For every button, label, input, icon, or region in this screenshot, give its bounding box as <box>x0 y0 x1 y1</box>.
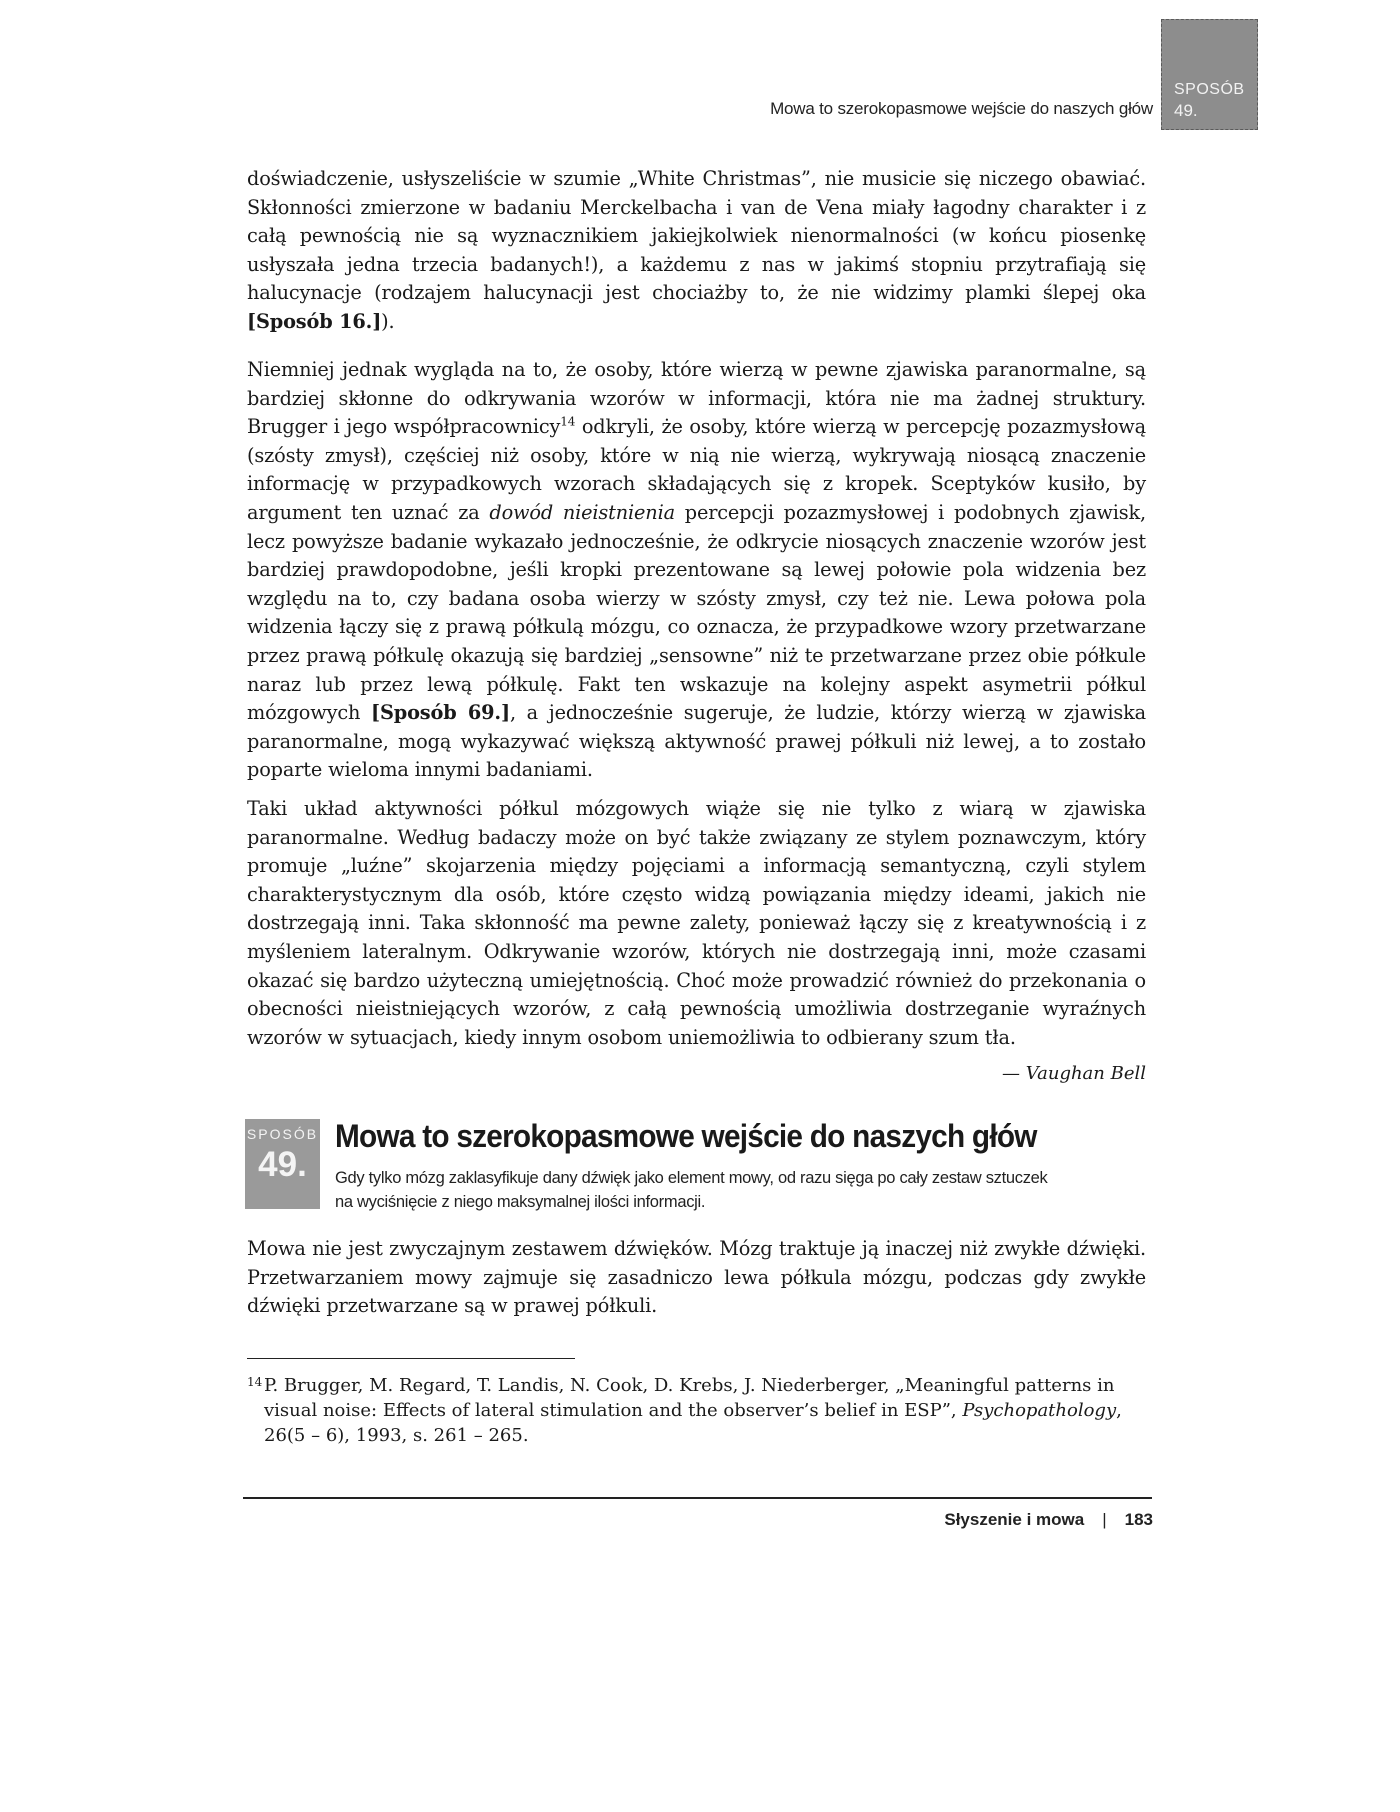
paragraph-2 <box>247 356 1146 785</box>
footnote-marker[interactable]: 14 <box>560 414 576 429</box>
hack-title: Mowa to szerokopasmowe wejście do naszych głów <box>335 1118 1037 1154</box>
footnote-text-b: , 26(5 – 6), 1993, s. 261 – 265. <box>264 1400 1122 1446</box>
cross-reference-link[interactable]: [Sposób 69.] <box>371 701 510 725</box>
running-header: Mowa to szerokopasmowe wejście do naszych głów <box>770 99 1153 118</box>
footnote-text <box>264 1373 1134 1448</box>
hack-subtitle-line: na wyciśnięcie z niego maksymalnej ilości informacji. <box>335 1193 706 1211</box>
hack-subtitle-line: Gdy tylko mózg zaklasyfikuje dany dźwięk jako element mowy, od razu sięga po cały zestaw sztuczek <box>335 1169 1048 1187</box>
footnote-divider <box>247 1358 575 1359</box>
section-tab <box>1161 19 1258 130</box>
paragraph-2-text-d: , a jednocześnie sugeruje, że ludzie, którzy wierzą w zjawiska paranormalne, mogą wykazywać większą aktywność prawej półkuli niż lewej, a to zostało poparte wieloma innymi badaniami. <box>247 701 1147 782</box>
paragraph-1-text: doświadczenie, usłyszeliście w szumie „White Christmas”, nie musicie się niczego obawiać. Skłonności zmierzone w badaniu Merckelbacha i van de Vena miały łagodny charakter i z całą pewnością nie są wyznacznikiem jakiejkolwiek nienormalności (w końcu piosenkę usłyszała jedna trzecia badanych!), a każdemu z nas w jakimś stopniu przytrafiają się halucynacje (rodzajem halucynacji jest chociażby to, że nie widzimy plamki ślepej oka <box>247 167 1146 305</box>
paragraph-1 <box>247 165 1146 337</box>
cross-reference-link[interactable]: [Sposób 16.] <box>247 309 382 333</box>
paragraph-2-text-a: Niemniej jednak wygląda na to, że osoby, które wierzą w pewne zjawiska paranormalne, są bardziej skłonne do odkrywania wzorów w informacji, która nie ma żadnej struktury. Brugger i jego współpracownicy <box>247 358 1146 439</box>
section-tab-label: SPOSÓB <box>1174 81 1245 98</box>
author-attribution: — Vaughan Bell <box>1002 1063 1146 1084</box>
section-tab-number: 49. <box>1174 101 1198 120</box>
footer-chapter-title: Słyszenie i mowa <box>944 1510 1085 1529</box>
hack-badge-label: SPOSÓB <box>246 1126 319 1142</box>
paragraph-2-emphasis: dowód nieistnienia <box>489 500 675 524</box>
footer-divider <box>243 1497 1152 1499</box>
page-number: 183 <box>1124 1510 1153 1529</box>
paragraph-2-text-b: odkryli, że osoby, które wierzą w percepcję pozazmysłową (szósty zmysł), częściej niż osoby, które w nią nie wierzą, wykrywają niosącą znaczenie informację w przypadkowych wzorach składających się z kropek. Sceptyków kusiło, by argument ten uznać za <box>247 415 1146 524</box>
footnote-number: 14 <box>247 1375 263 1389</box>
hack-subtitle <box>335 1166 1115 1214</box>
page-footer <box>800 1510 1153 1530</box>
footnote-text-a: P. Brugger, M. Regard, T. Landis, N. Cook, D. Krebs, J. Niederberger, „Meaningful patterns in visual noise: Effects of lateral stimulation and the observer’s belief in ESP”, <box>264 1375 1115 1421</box>
footer-separator: | <box>1102 1510 1107 1529</box>
paragraph-3: Taki układ aktywności półkul mózgowych wiąże się nie tylko z wiarą w zjawiska paranormalne. Według badaczy może on być także związany ze stylem poznawczym, który promuje „luźne” skojarzenia między pojęciami a informacją semantyczną, czyli stylem charakterystycznym dla osób, które często widzą powiązania między ideami, jakich nie dostrzegają inni. Taka skłonność ma pewne zalety, ponieważ łączy się z kreatywnością i z myśleniem lateralnym. Odkrywanie wzorów, których nie dostrzegają inni, może czasami okazać się bardzo użyteczną umiejętnością. Choć może prowadzić również do przekonania o obecności nieistniejących wzorów, z całą pewnością umożliwia dostrzeganie wyraźnych wzorów w sytuacjach, kiedy innym osobom uniemożliwia to odbierany szum tła. <box>247 797 1146 1049</box>
footnote-journal: Psychopathology <box>962 1400 1117 1421</box>
hack-badge <box>245 1119 320 1209</box>
hack-intro-paragraph: Mowa nie jest zwyczajnym zestawem dźwięków. Mózg traktuje ją inaczej niż zwykłe dźwięki. Przetwarzaniem mowy zajmuje się zasadniczo lewa półkula mózgu, podczas gdy zwykłe dźwięki przetwarzane są w prawej półkuli. <box>247 1237 1146 1318</box>
paragraph-2-text-c: percepcji pozazmysłowej i podobnych zjawisk, lecz powyższe badanie wykazało jednocześnie, że odkrycie niosących znaczenie wzorów jest bardziej prawdopodobne, jeśli kropki prezentowane są lewej połowie pola widzenia bez względu na to, czy badana osoba wierzy w szósty zmysł, czy też nie. Lewa połowa pola widzenia łączy się z prawą półkulą mózgu, co oznacza, że przypadkowe wzory przetwarzane przez prawą półkulę okazują się bardziej „sensowne” niż te przetwarzane przez obie półkule naraz lub przez lewą półkulę. Fakt ten wskazuje na kolejny aspekt asymetrii półkul mózgowych <box>247 500 1146 725</box>
hack-badge-number: 49. <box>258 1145 307 1184</box>
paragraph-1-end: ). <box>381 309 395 333</box>
